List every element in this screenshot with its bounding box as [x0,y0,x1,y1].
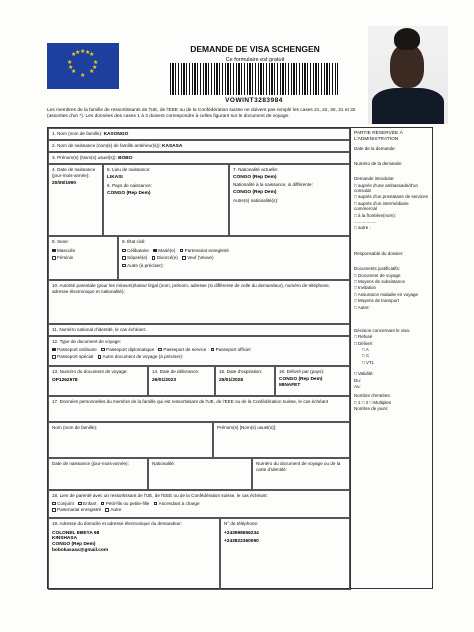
admin-item: Date de la demande: [354,145,396,151]
field-15[interactable]: 15. Date d'expiration: 25/01/2028 [215,366,275,396]
dependent-ascendant-checkbox[interactable] [154,502,158,506]
divorced-checkbox[interactable] [152,256,156,260]
first-name-value: BOBO [118,156,133,161]
field-17-nationality[interactable]: Nationalité: [148,458,252,490]
field-17-firstname[interactable]: Prénom(s) [Nom(s) usuel(s)]: [213,422,350,458]
field-14[interactable]: 14. Date de délivrance: 26/01/2023 [148,366,215,396]
field-12[interactable]: 12. Type de document de voyage: Passeport ordinaire Passeport diplomatique Passeport de service Passeport officiel Passeport spécial Autre document de voyage (à préciser): [48,336,350,366]
admin-item: □ Invitation [354,285,376,291]
field-5-6[interactable]: 5. Lieu de naissance: LIKASI 6. Pays de naissance: CONGO (Rep Dem) [103,164,229,236]
admin-item: □ Refusé [354,334,373,340]
dob-value: 20/05/1990 [52,181,77,186]
admin-item: □ auprès d'une ambassade/d'un consulat [354,182,418,194]
admin-item: □ 1 □ 2 □ Multiples [354,399,392,405]
field-7[interactable]: 7. Nationalité actuelle: CONGO (Rep Dem) Nationalité à la naissance, si différente: CONGO (Rep Dem) Autre(s) nationalité(s): [229,164,350,236]
field-2[interactable]: 2. Nom de naissance (nom(s) de famille antérieur(s)): KASASA [48,140,350,152]
form-subtitle: Ce formulaire est gratuit [225,57,285,63]
field-4[interactable]: 4. Date de naissance (jour-mois-année): 20/05/1990 [48,164,103,236]
service-passport-checkbox[interactable] [158,348,162,352]
admin-item: Responsable du dossier: [354,250,404,256]
field-3[interactable]: 3. Prénom(s) (Nom(s) usuel(s)): BOBO [48,152,350,164]
admin-item: .................. [354,219,377,225]
special-passport-checkbox[interactable] [52,355,56,359]
issuing-authority-value: MINAFET [279,383,301,389]
barcode [170,63,338,95]
email-value: bobokasasa@gmail.com [52,547,109,553]
admin-item: □ C [362,353,370,359]
grandchild-checkbox[interactable] [101,502,105,506]
field-17-surname[interactable]: Nom (nom de famille): [48,422,213,458]
widowed-checkbox[interactable] [182,256,186,260]
ordinary-passport-checkbox[interactable] [52,348,56,352]
admin-section [350,128,434,590]
admin-item: □ VTL [362,359,375,365]
phone-field[interactable]: N° de téléphone: +243998656234 +243822360090 [220,518,350,590]
admin-item: Du: [354,377,362,383]
intro-text: Les membres de la famille de ressortissants de l'UE, de l'EEE ou de la Confédération suisse ne doivent pas remplir les cases 21, 22, 30, 31 et 32 (assorties d'un *). Les données des cases 1 à 3 doivent correspondre à celles figurant sur le document de voyage. [47,108,356,119]
separated-checkbox[interactable] [122,256,126,260]
female-checkbox[interactable] [52,256,56,260]
field-19[interactable]: 19. Adresse du domicile et adresse électronique du demandeur: COLONEL EBEYA 98 KINSHASA CONGO (Rep Dem) bobokasasa@gmail.com [48,518,220,590]
spouse-checkbox[interactable] [52,502,56,506]
address-line-3: CONGO (Rep Dem) [52,542,96,547]
admin-item: □ Délivré: [354,340,374,346]
field-8[interactable]: 8. Sexe: Masculin Féminin [48,236,118,280]
issue-date-value: 26/01/2023 [152,377,177,383]
child-checkbox[interactable] [78,502,82,506]
admin-item: □ A [362,347,369,353]
applicant-photo [368,26,448,124]
phone-1-value: +243998656234 [224,530,259,536]
phone-2-value: +243822360090 [224,539,259,545]
expiry-date-value: 25/01/2028 [219,377,244,383]
other-document-checkbox[interactable] [98,355,102,359]
field-11[interactable]: 11. Numéro national d'identité, le cas échéant: [48,324,350,336]
field-10[interactable]: 10. Autorité parentale (pour les mineurs)/tuteur légal (nom, prénom, adresse (si différente de celle du demandeur), numéro de téléphone, adresse électronique et nationalité): [48,280,350,324]
married-checkbox[interactable] [153,249,157,253]
admin-item: Documents justificatifs: [354,266,401,272]
other-relation-checkbox[interactable] [105,508,109,512]
admin-item: Nombre de jours: [354,406,389,412]
birth-country-value: CONGO (Rep Dem) [107,190,151,196]
admin-item: □ auprès d'un prestataire de services [354,194,428,200]
birth-name-value: KASASA [162,144,183,149]
field-1[interactable]: 1. Nom (nom de famille): KASONGO [48,128,350,140]
admin-item: Au: [354,384,361,390]
admin-item: □ Moyens de transport [354,298,399,304]
admin-item: □ Validité: [354,371,374,377]
admin-item: □ Moyens de subsistance [354,278,405,284]
field-18[interactable]: 18. Lien de parenté avec un ressortissant de l'UE, de l'EEE ou de la Confédération suisse, le cas échéant: Conjoint Enfant Petit-fils ou petite-fille Ascendant à charge Partenariat enregistré Autre [48,490,350,518]
admin-item: Nombre d'entrées: [354,393,391,399]
field-9[interactable]: 9. État civil: Célibataire Marié(e) Partenariat enregistré Séparé(e) Divorcé(e) Veuf (Veuve) Autre (à préciser): [118,236,350,280]
admin-item: Décision concernant le visa: [354,327,411,333]
admin-item: □ Document de voyage [354,272,401,278]
field-17-header: 17. Données personnelles du membre de la famille qui est ressortissant de l'UE, de l'EEE ou de la Confédération suisse, le cas échéant [48,396,350,422]
eu-flag: ★ ★ ★ ★ ★ ★ ★ ★ ★ ★ ★ ★ [47,43,119,89]
admin-item: □ autre : [354,225,371,231]
issuing-country-value: CONGO (Rep Dem) [279,376,323,382]
application-form [47,127,433,589]
single-checkbox[interactable] [122,249,126,253]
field-17-document[interactable]: Numéro du document de voyage ou de la carte d'identité: [252,458,350,490]
field-17-dob[interactable]: Date de naissance (jour-mois-année): [48,458,148,490]
official-passport-checkbox[interactable] [211,348,215,352]
admin-item: □ Assurance maladie en voyage [354,291,419,297]
registered-partner-checkbox[interactable] [52,508,56,512]
admin-item: □ à la frontière(nom): [354,212,396,218]
surname-value: KASONGO [103,132,129,137]
nationality-value: CONGO (Rep Dem) [233,174,277,180]
admin-item: □ Autre: [354,304,370,310]
birthplace-value: LIKASI [107,174,123,180]
admin-item: Numéro de la demande: [354,160,403,166]
partnership-checkbox[interactable] [180,249,184,253]
form-title: DEMANDE DE VISA SCHENGEN [190,44,320,54]
address-line-1: COLONEL EBEYA 98 [52,530,100,536]
passport-number-value: OP1262978 [52,377,78,383]
field-13[interactable]: 13. Numéro du document de voyage: OP1262978 [48,366,148,396]
other-status-checkbox[interactable] [122,264,126,268]
address-line-2: KINSHASA [52,536,78,542]
male-checkbox[interactable] [52,249,56,253]
barcode-number: VOWINT3283984 [225,97,283,104]
admin-item: Demande introduite: [354,176,395,182]
birth-nationality-value: CONGO (Rep Dem) [233,189,277,195]
field-16[interactable]: 16. Délivré par (pays): CONGO (Rep Dem) MINAFET [275,366,350,396]
admin-item: □ auprès d'un intermédiaire commercial [354,200,409,212]
admin-title: PARTIE RÉSERVÉE À L'ADMINISTRATION [354,131,403,142]
diplomatic-passport-checkbox[interactable] [101,348,105,352]
